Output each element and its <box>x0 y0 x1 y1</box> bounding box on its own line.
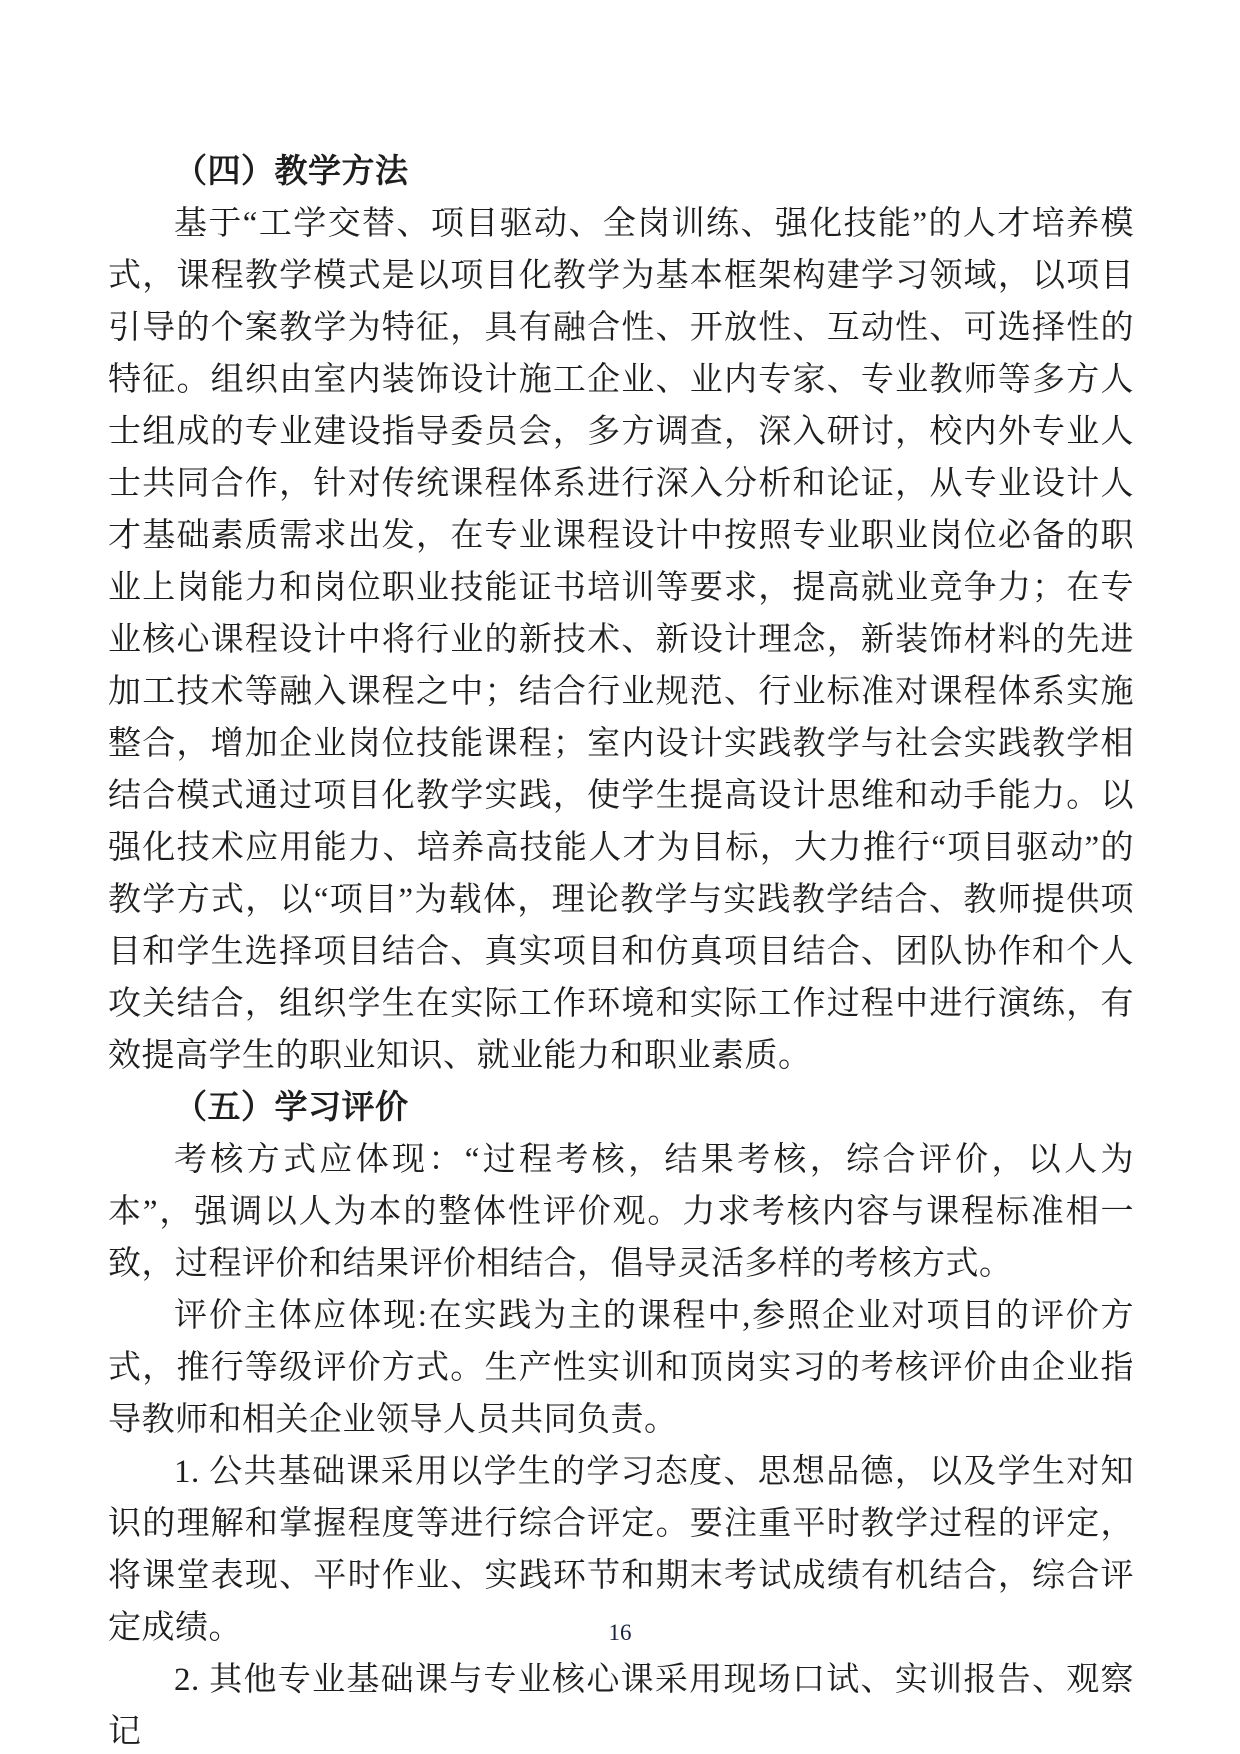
body-paragraph: 1. 公共基础课采用以学生的学习态度、思想品德，以及学生对知识的理解和掌握程度等进行综合评定。要注重平时教学过程的评定，将课堂表现、平时作业、实践环节和期末考试成绩有机结合，综合评定成绩。 <box>108 1454 1134 1646</box>
section-heading: （五）学习评价 <box>174 1090 409 1126</box>
page-footer <box>0 1616 1240 1650</box>
page-number: 16 <box>608 1620 632 1645</box>
body-paragraph: 基于“工学交替、项目驱动、全岗训练、强化技能”的人才培养模式，课程教学模式是以项目化教学为基本框架构建学习领域，以项目引导的个案教学为特征，具有融合性、开放性、互动性、可选择性的特征。组织由室内装饰设计施工企业、业内专家、专业教师等多方人士组成的专业建设指导委员会，多方调查，深入研讨，校内外专业人士共同合作，针对传统课程体系进行深入分析和论证，从专业设计人才基础素质需求出发，在专业课程设计中按照专业职业岗位必备的职业上岗能力和岗位职业技能证书培训等要求，提高就业竞争力；在专业核心课程设计中将行业的新技术、新设计理念，新装饰材料的先进加工技术等融入课程之中；结合行业规范、行业标准对课程体系实施整合，增加企业岗位技能课程；室内设计实践教学与社会实践教学相结合模式通过项目化教学实践，使学生提高设计思维和动手能力。以强化技术应用能力、培养高技能人才为目标，大力推行“项目驱动”的教学方式，以“项目”为载体，理论教学与实践教学结合、教师提供项目和学生选择项目结合、真实项目和仿真项目结合、团队协作和个人攻关结合，组织学生在实际工作环境和实际工作过程中进行演练，有效提高学生的职业知识、就业能力和职业素质。 <box>108 206 1134 1074</box>
body-paragraph: 评价主体应体现:在实践为主的课程中,参照企业对项目的评价方式，推行等级评价方式。生产性实训和顶岗实习的考核评价由企业指导教师和相关企业领导人员共同负责。 <box>108 1298 1134 1438</box>
section-heading: （四）教学方法 <box>174 154 409 190</box>
body-paragraph: 考核方式应体现：“过程考核，结果考核，综合评价，以人为本”，强调以人为本的整体性评价观。力求考核内容与课程标准相一致，过程评价和结果评价相结合，倡导灵活多样的考核方式。 <box>108 1142 1134 1282</box>
body-paragraph: 2. 其他专业基础课与专业核心课采用现场口试、实训报告、观察记 <box>108 1662 1134 1750</box>
document-body <box>108 146 1134 1754</box>
